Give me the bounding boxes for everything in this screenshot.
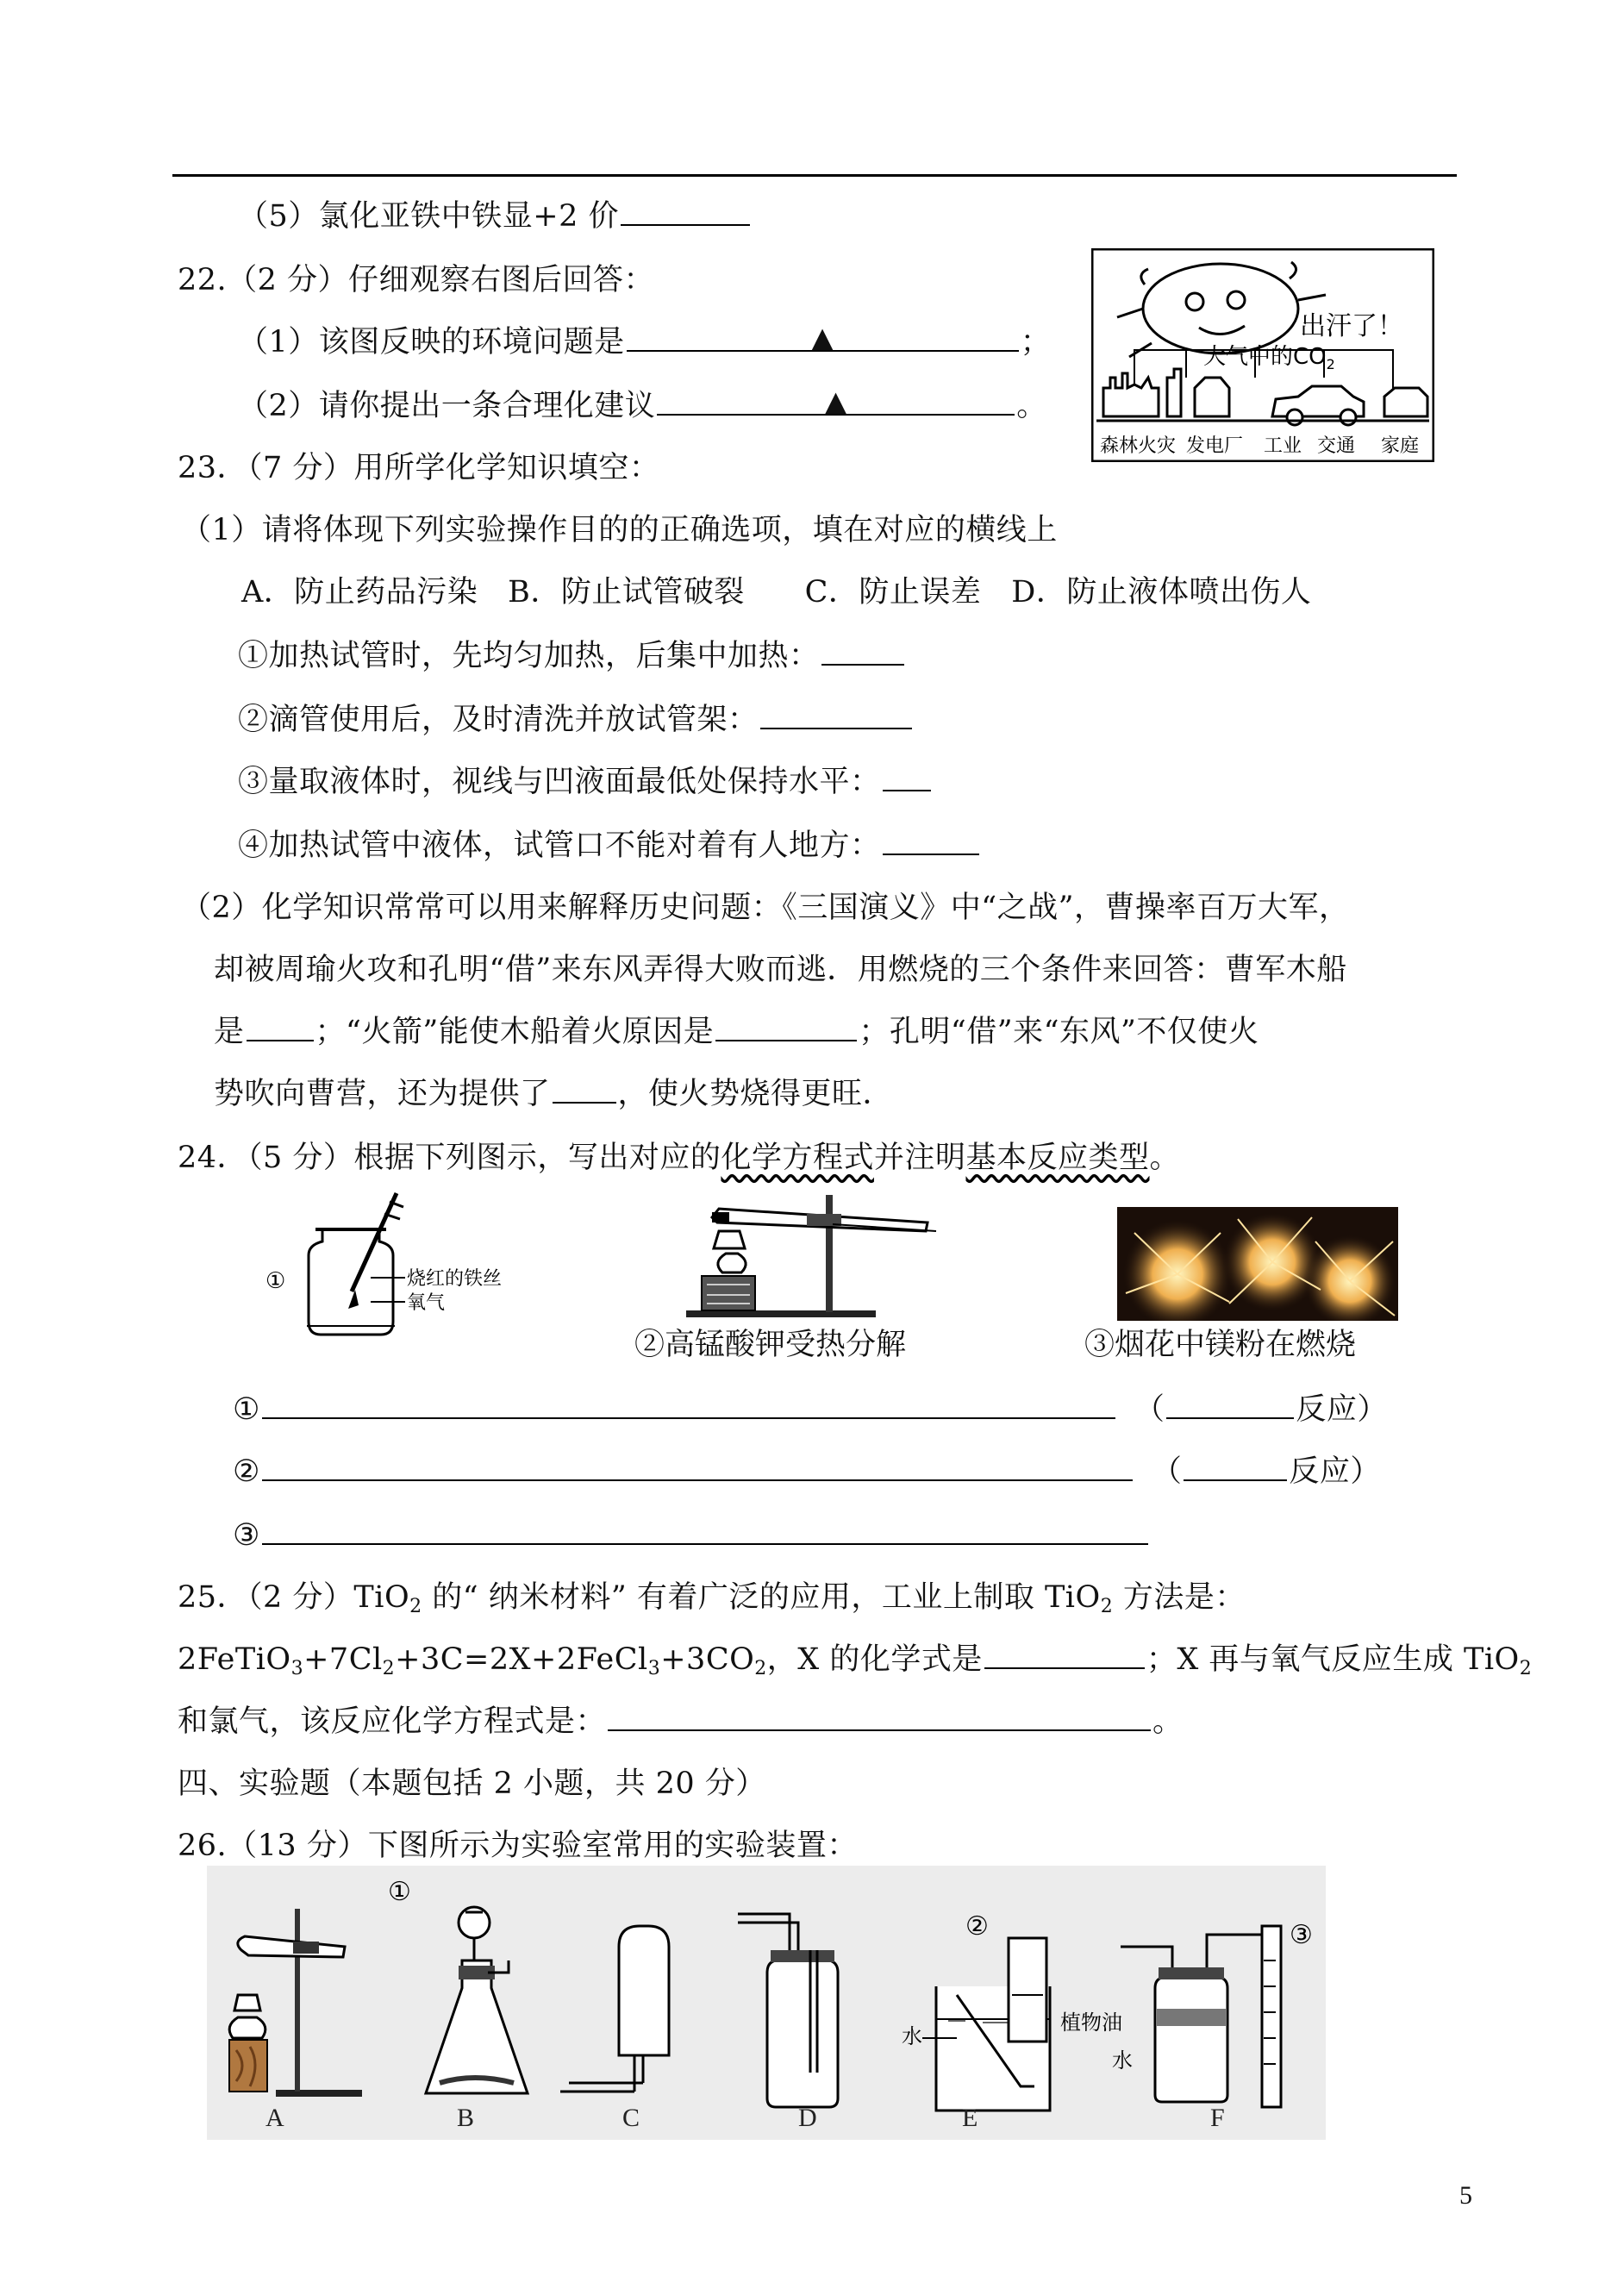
answer-blank[interactable] [247, 1012, 314, 1041]
q23-heading: 23．（7 分）用所学化学知识填空： [178, 451, 660, 485]
apparatus-drawing [207, 1866, 1326, 2140]
q25-line1: 25．（2 分）TiO$_2$ 的“ 纳米材料” 有着广泛的应用，工业上制取 TiO$_2$ 方法是： [178, 1580, 1246, 1617]
svg-text:②: ② [965, 1911, 989, 1942]
iron-wire-drawing [259, 1188, 543, 1343]
header-rule [172, 174, 1457, 177]
q23-item1: ①加热试管时，先均匀加热，后集中加热： [238, 635, 906, 678]
q26-heading: 26.（13 分）下图所示为实验室常用的实验装置： [178, 1829, 858, 1863]
q24-answer-row2: ② （ 反应） [233, 1450, 1381, 1493]
apparatus-label-b: B [457, 2104, 475, 2132]
q25-line2: $2FeTiO_3+7Cl_2+3C=2X+2FeCl_3+3CO_2$，X 的化学式是 ；X 再与氧气反应生成 TiO$_2$ [178, 1638, 1532, 1681]
svg-text:氧气: 氧气 [407, 1292, 446, 1314]
apparatus-label-a: A [265, 2104, 284, 2132]
answer-blank[interactable] [715, 1012, 857, 1041]
reaction-type-blank[interactable] [1184, 1452, 1287, 1481]
q22-sub2: （2）请你提出一条合理化建议 ▲ 。 [238, 385, 1047, 423]
svg-text:家庭: 家庭 [1381, 435, 1420, 457]
q23-options: A．防止药品污染 B．防止试管破裂 C．防止误差 D．防止液体喷出伤人 [241, 575, 1312, 610]
q24-answer-row1: ① （ 反应） [233, 1388, 1388, 1431]
apparatus-b [388, 1877, 528, 2093]
answer-blank[interactable] [621, 197, 750, 226]
q25-line3: 和氯气，该反应化学方程式是： 。 [178, 1700, 1184, 1743]
iron-wire-oxygen-figure [259, 1188, 543, 1343]
section-heading: 四、实验题（本题包括 2 小题，共 20 分） [178, 1767, 766, 1801]
svg-text:水: 水 [1112, 2048, 1133, 2073]
sweat-text: 出汗了！ [1300, 311, 1403, 341]
svg-text:植物油: 植物油 [1060, 2010, 1122, 2035]
svg-text:工业: 工业 [1264, 435, 1302, 457]
svg-text:交通: 交通 [1317, 435, 1356, 457]
answer-blank[interactable] [608, 1702, 1151, 1731]
co2-text: 大气中的$CO_2$ [1203, 344, 1335, 372]
apparatus-label-c: C [622, 2104, 640, 2132]
apparatus-c [560, 1926, 669, 2092]
q23-item4: ④加热试管中液体，试管口不能对着有人地方： [238, 824, 981, 867]
q23-part2-line1: （2）化学知识常常可以用来解释历史问题：《三国演义》中“之战”，曹操率百万大军， [181, 891, 1350, 925]
fireworks-drawing [1117, 1207, 1398, 1321]
q23-part2-line2: 却被周瑜火攻和孔明“借”来东风弄得大败而逃．用燃烧的三个条件来回答：曹军木船 [214, 953, 1347, 987]
apparatus-a [229, 1909, 362, 2097]
apparatus-label-d: D [798, 2104, 817, 2132]
reaction-type-blank[interactable] [1166, 1390, 1294, 1419]
q24-heading: 24．（5 分）根据下列图示，写出对应的化学方程式并注明基本反应类型。 [178, 1141, 1180, 1175]
apparatus-d [738, 1914, 838, 2107]
page-number: 5 [1459, 2181, 1472, 2210]
svg-text:烧红的铁丝: 烧红的铁丝 [407, 1268, 503, 1290]
svg-text:发电厂: 发电厂 [1186, 435, 1244, 457]
equation-blank[interactable] [262, 1516, 1148, 1545]
q23-item2: ②滴管使用后，及时清洗并放试管架： [238, 698, 914, 741]
q23-part2-line3: 是 ；“火箭”能使木船着火原因是 ；孔明“借”来“东风”不仅使火 [214, 1010, 1259, 1054]
answer-blank[interactable]: ▲ [627, 322, 1019, 352]
cartoon-drawing [1091, 248, 1434, 462]
potassium-permanganate-heating-figure [678, 1183, 945, 1321]
q23-part1: （1）请将体现下列实验操作目的的正确选项，填在对应的横线上 [181, 513, 1058, 547]
q21-item5: （5）氯化亚铁中铁显+2 价 [238, 195, 752, 238]
fig3-caption: ③烟花中镁粉在燃烧 [1084, 1328, 1357, 1362]
fig2-caption: ②高锰酸钾受热分解 [634, 1328, 907, 1362]
heating-apparatus-drawing [678, 1183, 945, 1321]
q23-part2-line4: 势吹向曹营，还为提供了 ，使火势烧得更旺． [214, 1072, 893, 1116]
fireworks-photo [1117, 1207, 1398, 1321]
answer-blank[interactable] [883, 826, 979, 855]
svg-text:③: ③ [1290, 1920, 1313, 1950]
apparatus-label-f: F [1210, 2104, 1225, 2132]
svg-text:①: ① [388, 1877, 411, 1907]
q22-sub1: （1）该图反映的环境问题是 ▲ ； [238, 321, 1052, 360]
equation-blank[interactable] [262, 1452, 1133, 1481]
equation-blank[interactable] [262, 1390, 1115, 1419]
svg-text:水: 水 [902, 2024, 922, 2048]
q24-answer-row3: ③ [233, 1514, 1150, 1557]
answer-blank[interactable] [553, 1074, 616, 1104]
apparatus-f [1060, 1920, 1313, 2107]
answer-blank[interactable] [883, 762, 931, 791]
q22-heading: 22.（2 分）仔细观察右图后回答： [178, 263, 655, 297]
svg-text:①: ① [265, 1268, 286, 1294]
apparatus-label-e: E [962, 2104, 978, 2132]
answer-blank[interactable] [821, 636, 904, 666]
answer-blank[interactable] [984, 1640, 1145, 1669]
lab-apparatus-figure [207, 1866, 1326, 2140]
apparatus-e [902, 1911, 1050, 2111]
global-warming-cartoon [1091, 248, 1434, 462]
svg-text:森林火灾: 森林火灾 [1100, 435, 1177, 457]
answer-blank[interactable]: ▲ [657, 386, 1015, 416]
answer-blank[interactable] [760, 700, 912, 729]
q23-item3: ③量取液体时，视线与凹液面最低处保持水平： [238, 760, 933, 804]
